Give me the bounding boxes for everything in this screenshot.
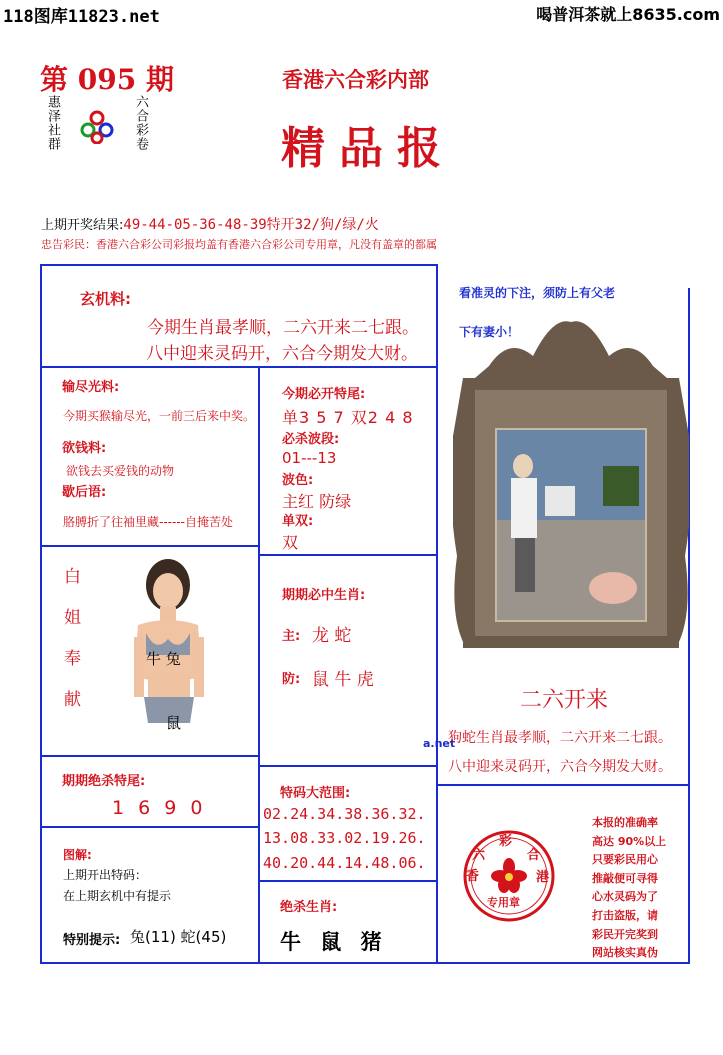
- bai-overlay-1: 牛 兔: [146, 650, 181, 668]
- tema-row-1: 02.24.34.38.36.32.: [263, 805, 426, 823]
- shengxiao-fang-label: 防:: [282, 672, 301, 687]
- bai-char-4: 献: [64, 690, 81, 710]
- row-line-7: [258, 880, 437, 882]
- juesha-sx-value: 牛 鼠 猪: [280, 930, 388, 954]
- subtitle: 香港六合彩内部: [282, 68, 429, 92]
- row-line-3: [258, 554, 437, 556]
- tujie-line-2: 在上期玄机中有提示: [63, 889, 172, 903]
- last-draw: 上期开奖结果:49-44-05-36-48-39特开32/狗/绿/火: [41, 217, 379, 233]
- row-line-2: [40, 545, 258, 547]
- xuanji-label: 玄机料:: [80, 290, 131, 308]
- shengxiao-main-label: 主:: [282, 629, 301, 644]
- border-bottom: [40, 962, 688, 964]
- row-line-5: [258, 765, 437, 767]
- danshuang-label: 单双:: [282, 514, 314, 529]
- tujie-line-1: 上期开出特码：: [63, 868, 148, 882]
- last-draw-value: 49-44-05-36-48-39特开32/狗/绿/火: [123, 217, 379, 233]
- bijie-value: 单3 5 7 双2 4 8: [282, 408, 414, 427]
- issue-number: 第 095 期: [40, 63, 174, 96]
- shengxiao-label: 期期必中生肖:: [282, 588, 366, 603]
- tema-row-2: 13.08.33.02.19.26.: [263, 829, 426, 847]
- tema-row-3: 40.20.44.14.48.06.: [263, 854, 426, 872]
- danshuang-value: 双: [282, 533, 299, 552]
- tebie-value: 兔(11) 蛇(45): [130, 928, 227, 946]
- border-left: [40, 264, 42, 964]
- yuqian-text: 欲钱去买爱钱的动物: [66, 464, 175, 478]
- tujie-label: 图解:: [63, 848, 92, 862]
- site-left-label: 118图库11823.net: [3, 7, 160, 27]
- border-top: [40, 264, 437, 266]
- right-mid-line-1: 狗蛇生肖最孝顺，二六开来二七跟。: [448, 730, 672, 746]
- shujin-text: 今期买猴输尽光，一前三后来中奖。: [63, 409, 256, 423]
- right-mid-headline: 二六开来: [520, 688, 609, 713]
- bose-label: 波色:: [282, 473, 314, 488]
- border-mid-vertical: [436, 264, 438, 964]
- bai-char-1: 白: [64, 567, 81, 587]
- juesha-wei-value: 1 6 9 0: [112, 797, 207, 819]
- xiehou-text: 胳膊折了往袖里藏------自掩苦处: [63, 515, 233, 529]
- stamp-right: 合: [527, 848, 541, 863]
- right-mid-line-2: 八中迎来灵码开，六合今期发大财。: [448, 759, 672, 775]
- row-line-6: [40, 826, 258, 828]
- ornate-frame-photo: [453, 316, 689, 654]
- right-bottom-text: 本报的准确率 高达 90%以上 只要彩民用心 推敲便可寻得 心水灵码为了 打击盗版，请 彩民开完奖到 网站核实真伪: [592, 816, 667, 960]
- right-top-line-1: 看准灵的下注，须防上有父老: [459, 286, 616, 300]
- right-mid-fragment: a.net: [423, 737, 456, 750]
- bai-char-3: 奉: [64, 649, 81, 669]
- xuanji-line-1: 今期生肖最孝顺，二六开来二七跟。: [147, 318, 419, 338]
- main-title: 精品报: [281, 123, 455, 174]
- col-line: [258, 366, 260, 962]
- tema-label: 特码大范围:: [280, 786, 351, 801]
- shengxiao-main-value: 龙 蛇: [312, 626, 352, 646]
- row-line-1: [40, 366, 437, 368]
- bijie-label: 今期必开特尾:: [282, 387, 366, 402]
- warning-text: 忠告彩民：香港六合彩公司彩报均盖有香港六合彩公司专用章，凡没有盖章的都属: [41, 238, 437, 251]
- stamp-left: 六: [472, 848, 486, 863]
- publisher-vertical-text: 惠泽社群: [45, 95, 60, 151]
- xuanji-line-2: 八中迎来灵码开，六合今期发大财。: [146, 344, 418, 364]
- bai-char-2: 姐: [64, 608, 81, 628]
- shujin-label: 输尽光料:: [62, 380, 120, 395]
- right-top-line-2: 下有妻小！: [459, 325, 520, 339]
- stamp-left-2: 香: [466, 869, 480, 884]
- bisha-label: 必杀波段:: [282, 432, 340, 447]
- right-row-line: [437, 784, 689, 786]
- juesha-sx-label: 绝杀生肖:: [280, 900, 338, 915]
- stamp-bottom: 专用章: [487, 896, 520, 909]
- xiehou-label: 歇后语:: [62, 485, 107, 500]
- lottery-vertical-text: 六合彩卷: [133, 95, 148, 151]
- juesha-wei-label: 期期绝杀特尾:: [62, 774, 146, 789]
- row-line-4: [40, 755, 258, 757]
- stamp-top: 彩: [499, 834, 513, 849]
- stamp-right-2: 港: [536, 870, 550, 885]
- tebie-label: 特别提示:: [63, 933, 121, 948]
- yuqian-label: 欲钱料:: [62, 441, 107, 456]
- bose-value: 主红 防绿: [282, 492, 352, 511]
- bai-overlay-2: 鼠: [166, 714, 182, 732]
- lottery-logo-icon: [80, 110, 114, 144]
- shengxiao-fang-value: 鼠 牛 虎: [312, 670, 374, 690]
- site-right-label: 喝普洱茶就上8635.com: [536, 5, 720, 24]
- bisha-value: 01---13: [282, 449, 337, 467]
